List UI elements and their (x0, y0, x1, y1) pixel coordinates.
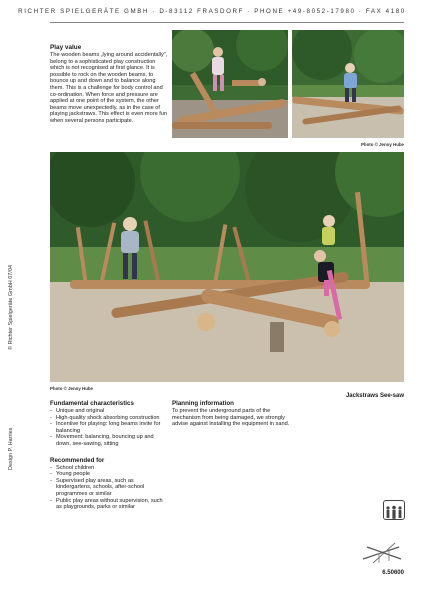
list-item: - High-quality shock absorbing construction (50, 415, 168, 422)
left-column (50, 400, 168, 511)
recommended-heading: Recommended for (50, 456, 105, 464)
top-photo-credit: Photo © Jenny Hube (361, 142, 404, 147)
header-rule (50, 22, 404, 23)
list-item: - School children (50, 465, 168, 472)
list-item: - Unique and original (50, 408, 168, 415)
planning-heading: Planning information (172, 400, 234, 407)
list-item: - Young people (50, 471, 168, 478)
list-item: - Supervised play areas, such as kindergartens, schools, after-school programmes or similar (50, 478, 168, 498)
product-drawing (359, 537, 405, 567)
play-value-heading: Play value (50, 44, 82, 51)
planning-text: To prevent the underground parts of the mechanism from being damaged, we strongly advise against installing the equipment in sand. (172, 408, 290, 428)
side-design-credit: Design P. Harries (8, 427, 14, 470)
main-photo-credit: Photo © Jenny Hube (50, 386, 93, 391)
list-item: - Incentive for playing: long beams invite for balancing (50, 421, 168, 434)
header-bar: RICHTER SPIELGERÄTE GMBH · D-83112 FRASDORF · PHONE +49-8052-17980 · FAX 4180 (18, 8, 406, 15)
list-item: - Movement: balancing, bouncing up and down, see-sawing, sitting (50, 434, 168, 447)
product-title: Jackstraws See-saw (345, 393, 404, 399)
photo-jackstraws-main (50, 152, 404, 382)
side-copyright: © Richter Spielgeräte GmbH 07/04 (8, 264, 14, 350)
age-group-icon (383, 500, 405, 520)
play-value-text: The wooden beams „lying around accidentally", belong to a sophisticated play construction which is not recognised at first glance. It is possible to rock on the wooden beams, to bounce up and down and to balance along them. This is a challenge for body control and co-ordination. When force and pressure are applied at one point of the system, the other beams move unexpectedly, as in the case of playing jackstraws. This effect is even more fun when several persons participate. (50, 52, 168, 124)
photo-child-balancing (172, 30, 288, 138)
photo-child-on-log (292, 30, 404, 138)
recommended-list (50, 465, 168, 511)
fundamental-list (50, 408, 168, 448)
list-item: - Public play areas without supervision, such as playgrounds, parks or similar (50, 498, 168, 511)
product-number: 6.50600 (382, 570, 404, 576)
play-value-section (50, 44, 168, 125)
right-column (172, 400, 290, 428)
fundamental-heading: Fundamental characteristics (50, 400, 134, 407)
